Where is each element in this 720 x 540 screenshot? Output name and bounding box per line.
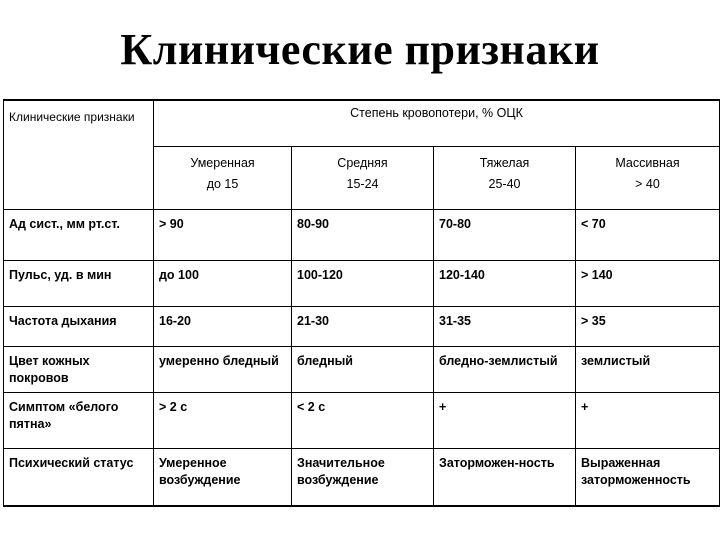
table-cell: 120-140 xyxy=(434,260,576,306)
column-header-medium xyxy=(292,146,434,209)
row-label: Частота дыхания xyxy=(4,306,154,346)
group-header-cell: Степень кровопотери, % ОЦК xyxy=(154,100,720,146)
column-name: Тяжелая xyxy=(479,155,530,170)
table-cell: < 70 xyxy=(576,209,720,260)
column-range: 25-40 xyxy=(488,176,521,191)
table-cell: до 100 xyxy=(154,260,292,306)
row-label: Ад сист., мм рт.ст. xyxy=(4,209,154,260)
row-label: Симптом «белого пятна» xyxy=(4,392,154,448)
table-cell: > 90 xyxy=(154,209,292,260)
table-cell: > 35 xyxy=(576,306,720,346)
table-cell: 21-30 xyxy=(292,306,434,346)
row-label: Цвет кожных покровов xyxy=(4,346,154,392)
table-cell: 80-90 xyxy=(292,209,434,260)
table-cell: Выраженная заторможенность xyxy=(576,448,720,506)
column-range: 15-24 xyxy=(346,176,379,191)
page-title: Клинические признаки xyxy=(120,25,600,74)
table-cell: + xyxy=(576,392,720,448)
table-cell: 31-35 xyxy=(434,306,576,346)
blood-loss-table xyxy=(3,99,720,507)
table-cell: + xyxy=(434,392,576,448)
column-header-moderate xyxy=(154,146,292,209)
table-cell: Умеренное возбуждение xyxy=(154,448,292,506)
column-name: Умеренная xyxy=(190,155,255,170)
column-range: > 40 xyxy=(635,176,660,191)
column-header-massive xyxy=(576,146,720,209)
table-row xyxy=(4,260,720,306)
table-cell: < 2 с xyxy=(292,392,434,448)
row-label: Пульс, уд. в мин xyxy=(4,260,154,306)
table-cell: умеренно бледный xyxy=(154,346,292,392)
table-cell: > 140 xyxy=(576,260,720,306)
table-cell: > 2 с xyxy=(154,392,292,448)
table-cell: 16-20 xyxy=(154,306,292,346)
table-row xyxy=(4,448,720,506)
column-name: Массивная xyxy=(615,155,680,170)
table-cell: бледный xyxy=(292,346,434,392)
corner-header-cell: Клинические признаки xyxy=(4,100,154,209)
column-range: до 15 xyxy=(206,176,239,191)
table-row xyxy=(4,209,720,260)
table-row xyxy=(4,346,720,392)
table-row xyxy=(4,306,720,346)
table-cell: 100-120 xyxy=(292,260,434,306)
table-header-row-1 xyxy=(4,100,720,146)
table-cell: Значительное возбуждение xyxy=(292,448,434,506)
column-name: Средняя xyxy=(337,155,388,170)
table-cell: 70-80 xyxy=(434,209,576,260)
row-label: Психический статус xyxy=(4,448,154,506)
table-row xyxy=(4,392,720,448)
table-cell: Заторможен-ность xyxy=(434,448,576,506)
table-cell: бледно-землистый xyxy=(434,346,576,392)
column-header-severe xyxy=(434,146,576,209)
table-cell: землистый xyxy=(576,346,720,392)
